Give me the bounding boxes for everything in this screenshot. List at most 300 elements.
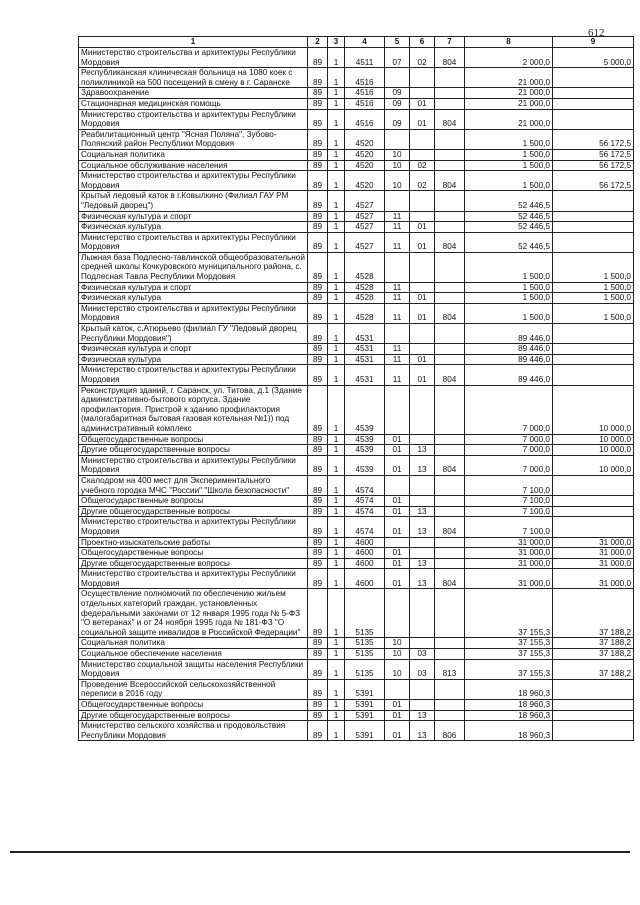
row-col-6 — [410, 434, 435, 445]
row-name: Скалодром на 400 мест для Экспериментального учебного городка МЧС "России" "Школа безопасности" — [79, 475, 308, 495]
row-name: Министерство строительства и архитектуры Республики Мордовия — [79, 232, 308, 252]
header-col-1: 1 — [79, 37, 308, 48]
row-col-2: 89 — [308, 252, 328, 282]
row-name: Лыжная база Подлесно-тавлинской общеобразовательной средней школы Кочкуровского муниципального района, с. Подлесная Тавла Республики Мордовия — [79, 252, 308, 282]
row-col-7 — [435, 88, 465, 99]
row-col-2: 89 — [308, 700, 328, 711]
row-col-3: 1 — [328, 445, 345, 456]
row-col-2: 89 — [308, 548, 328, 559]
row-col-7 — [435, 445, 465, 456]
row-col-3: 1 — [328, 496, 345, 507]
row-col-6 — [410, 344, 435, 355]
row-col-7: 804 — [435, 109, 465, 129]
row-col-2: 89 — [308, 282, 328, 293]
row-col-6: 01 — [410, 232, 435, 252]
row-col-5 — [385, 475, 410, 495]
row-col-5: 01 — [385, 548, 410, 559]
row-col-7 — [435, 475, 465, 495]
row-amount-2016: 18 960,3 — [465, 721, 553, 741]
row-col-2: 89 — [308, 222, 328, 233]
row-col-7 — [435, 506, 465, 517]
row-col-4: 4516 — [345, 98, 385, 109]
row-col-5: 11 — [385, 222, 410, 233]
row-col-5 — [385, 68, 410, 88]
row-col-7: 804 — [435, 455, 465, 475]
row-col-3: 1 — [328, 68, 345, 88]
row-col-2: 89 — [308, 659, 328, 679]
row-amount-2016: 52 446,5 — [465, 191, 553, 211]
row-col-7 — [435, 149, 465, 160]
row-amount-2017: 10 000,0 — [553, 385, 634, 434]
row-amount-2017: 37 188,2 — [553, 638, 634, 649]
row-amount-2017 — [553, 506, 634, 517]
row-col-2: 89 — [308, 98, 328, 109]
row-col-6: 03 — [410, 659, 435, 679]
row-amount-2016: 37 155,3 — [465, 589, 553, 638]
row-amount-2017: 37 188,2 — [553, 649, 634, 660]
row-col-2: 89 — [308, 649, 328, 660]
table-row — [79, 537, 634, 548]
row-amount-2017 — [553, 191, 634, 211]
row-col-2: 89 — [308, 303, 328, 323]
row-col-3: 1 — [328, 548, 345, 559]
table-row — [79, 385, 634, 434]
row-amount-2016: 89 446,0 — [465, 324, 553, 344]
row-col-7 — [435, 385, 465, 434]
row-name: Республиканская клиническая больница на 1080 коек с поликлиникой на 500 посещений в смену в г. Саранске — [79, 68, 308, 88]
row-amount-2016: 52 446,5 — [465, 232, 553, 252]
table-row — [79, 129, 634, 149]
row-col-5: 10 — [385, 659, 410, 679]
table-row — [79, 721, 634, 741]
row-col-6 — [410, 211, 435, 222]
row-col-4: 4527 — [345, 232, 385, 252]
row-col-6: 03 — [410, 649, 435, 660]
row-col-4: 4516 — [345, 68, 385, 88]
table-row — [79, 324, 634, 344]
header-row — [79, 37, 634, 48]
row-col-5: 01 — [385, 506, 410, 517]
row-col-7 — [435, 160, 465, 171]
row-col-7 — [435, 324, 465, 344]
row-col-3: 1 — [328, 88, 345, 99]
row-col-2: 89 — [308, 232, 328, 252]
row-amount-2017 — [553, 365, 634, 385]
row-col-6: 13 — [410, 569, 435, 589]
row-col-7 — [435, 710, 465, 721]
row-col-7 — [435, 638, 465, 649]
row-col-3: 1 — [328, 129, 345, 149]
row-col-2: 89 — [308, 517, 328, 537]
row-amount-2017: 10 000,0 — [553, 445, 634, 456]
row-col-6: 13 — [410, 721, 435, 741]
row-col-3: 1 — [328, 659, 345, 679]
row-col-2: 89 — [308, 569, 328, 589]
row-amount-2017: 10 000,0 — [553, 455, 634, 475]
row-amount-2017: 1 500,0 — [553, 252, 634, 282]
row-amount-2017: 31 000,0 — [553, 558, 634, 569]
row-col-2: 89 — [308, 88, 328, 99]
row-name: Физическая культура — [79, 354, 308, 365]
row-col-7: 804 — [435, 171, 465, 191]
row-col-3: 1 — [328, 589, 345, 638]
row-col-4: 5391 — [345, 700, 385, 711]
row-col-7: 804 — [435, 232, 465, 252]
row-col-5: 01 — [385, 517, 410, 537]
row-amount-2016: 21 000,0 — [465, 98, 553, 109]
row-col-4: 4600 — [345, 558, 385, 569]
row-col-7 — [435, 679, 465, 699]
row-col-4: 5135 — [345, 589, 385, 638]
row-amount-2016: 31 000,0 — [465, 537, 553, 548]
row-col-3: 1 — [328, 506, 345, 517]
row-col-5: 10 — [385, 160, 410, 171]
table-row — [79, 232, 634, 252]
row-col-5 — [385, 679, 410, 699]
row-col-4: 4531 — [345, 354, 385, 365]
row-amount-2016: 7 100,0 — [465, 506, 553, 517]
table-row — [79, 252, 634, 282]
row-col-6 — [410, 700, 435, 711]
row-col-4: 4516 — [345, 109, 385, 129]
row-amount-2017 — [553, 475, 634, 495]
row-col-7 — [435, 68, 465, 88]
header-col-3: 3 — [328, 37, 345, 48]
row-name: Реабилитационный центр "Ясная Поляна", Зубово-Полянский район Республики Мордовия — [79, 129, 308, 149]
row-col-5: 01 — [385, 455, 410, 475]
row-col-3: 1 — [328, 434, 345, 445]
row-amount-2017 — [553, 496, 634, 507]
row-col-3: 1 — [328, 48, 345, 68]
row-col-7: 804 — [435, 303, 465, 323]
row-col-5 — [385, 537, 410, 548]
row-col-7 — [435, 589, 465, 638]
row-name: Министерство сельского хозяйства и продовольствия Республики Мордовия — [79, 721, 308, 741]
table-row — [79, 496, 634, 507]
row-col-4: 4516 — [345, 88, 385, 99]
row-col-7 — [435, 129, 465, 149]
row-col-3: 1 — [328, 344, 345, 355]
table-row — [79, 434, 634, 445]
row-amount-2016: 21 000,0 — [465, 68, 553, 88]
row-amount-2017: 1 500,0 — [553, 293, 634, 304]
row-col-5: 09 — [385, 98, 410, 109]
header-col-9: 9 — [553, 37, 634, 48]
row-col-3: 1 — [328, 710, 345, 721]
row-name: Министерство строительства и архитектуры Республики Мордовия — [79, 109, 308, 129]
row-amount-2016: 7 000,0 — [465, 434, 553, 445]
table-row — [79, 638, 634, 649]
row-col-6 — [410, 129, 435, 149]
row-col-3: 1 — [328, 252, 345, 282]
table-row — [79, 589, 634, 638]
row-amount-2017: 1 500,0 — [553, 282, 634, 293]
row-col-5: 10 — [385, 149, 410, 160]
row-name: Физическая культура и спорт — [79, 282, 308, 293]
row-name: Другие общегосударственные вопросы — [79, 445, 308, 456]
row-col-2: 89 — [308, 365, 328, 385]
header-col-5: 5 — [385, 37, 410, 48]
row-col-4: 5135 — [345, 659, 385, 679]
row-col-2: 89 — [308, 324, 328, 344]
row-col-4: 4531 — [345, 324, 385, 344]
row-amount-2016: 89 446,0 — [465, 365, 553, 385]
row-amount-2017 — [553, 109, 634, 129]
row-col-3: 1 — [328, 649, 345, 660]
row-name: Другие общегосударственные вопросы — [79, 506, 308, 517]
table-row — [79, 282, 634, 293]
row-name: Социальная политика — [79, 638, 308, 649]
row-col-3: 1 — [328, 160, 345, 171]
row-col-6 — [410, 252, 435, 282]
row-col-6: 01 — [410, 303, 435, 323]
row-amount-2017: 10 000,0 — [553, 434, 634, 445]
row-col-4: 5391 — [345, 710, 385, 721]
row-col-6 — [410, 537, 435, 548]
row-amount-2017: 31 000,0 — [553, 548, 634, 559]
row-name: Министерство строительства и архитектуры Республики Мордовия — [79, 365, 308, 385]
row-col-2: 89 — [308, 445, 328, 456]
header-col-8: 8 — [465, 37, 553, 48]
row-col-5: 07 — [385, 48, 410, 68]
row-col-5: 11 — [385, 282, 410, 293]
row-amount-2017 — [553, 324, 634, 344]
row-col-4: 4528 — [345, 252, 385, 282]
row-col-3: 1 — [328, 455, 345, 475]
row-name: Общегосударственные вопросы — [79, 434, 308, 445]
table-row — [79, 548, 634, 559]
row-amount-2016: 7 100,0 — [465, 475, 553, 495]
row-col-2: 89 — [308, 679, 328, 699]
table-row — [79, 48, 634, 68]
row-col-5: 10 — [385, 638, 410, 649]
row-col-6 — [410, 191, 435, 211]
row-col-7 — [435, 700, 465, 711]
row-col-4: 5135 — [345, 638, 385, 649]
row-col-3: 1 — [328, 537, 345, 548]
table-row — [79, 211, 634, 222]
row-name: Министерство строительства и архитектуры Республики Мордовия — [79, 569, 308, 589]
row-col-7 — [435, 496, 465, 507]
row-col-6 — [410, 149, 435, 160]
row-col-6 — [410, 68, 435, 88]
row-col-4: 4539 — [345, 445, 385, 456]
row-col-6: 02 — [410, 171, 435, 191]
table-row — [79, 149, 634, 160]
row-col-4: 4520 — [345, 160, 385, 171]
row-amount-2017 — [553, 232, 634, 252]
row-col-3: 1 — [328, 721, 345, 741]
row-col-6 — [410, 385, 435, 434]
row-col-2: 89 — [308, 558, 328, 569]
table-body — [79, 48, 634, 741]
header-col-4: 4 — [345, 37, 385, 48]
table-row — [79, 659, 634, 679]
row-col-6 — [410, 638, 435, 649]
row-col-4: 4527 — [345, 211, 385, 222]
row-col-6 — [410, 679, 435, 699]
row-col-3: 1 — [328, 700, 345, 711]
row-name: Здравоохранение — [79, 88, 308, 99]
row-col-3: 1 — [328, 638, 345, 649]
row-col-6 — [410, 282, 435, 293]
row-amount-2016: 37 155,3 — [465, 659, 553, 679]
row-amount-2016: 89 446,0 — [465, 354, 553, 365]
row-col-3: 1 — [328, 282, 345, 293]
row-col-5 — [385, 589, 410, 638]
row-col-7 — [435, 558, 465, 569]
row-col-3: 1 — [328, 475, 345, 495]
row-col-3: 1 — [328, 171, 345, 191]
row-amount-2016: 7 100,0 — [465, 496, 553, 507]
row-amount-2017: 56 172,5 — [553, 160, 634, 171]
table-row — [79, 700, 634, 711]
row-amount-2017: 37 188,2 — [553, 659, 634, 679]
row-col-5: 01 — [385, 496, 410, 507]
row-col-5 — [385, 252, 410, 282]
row-col-4: 4528 — [345, 293, 385, 304]
row-col-5: 10 — [385, 171, 410, 191]
row-name: Реконструкция зданий, г. Саранск, ул. Титова, д.1 (Здание административно-бытового корпуса. Здание профилактория. Пристрой к зданию профилактория (малогабаритная бытовая газовая котельная №1)) под административный комплекс — [79, 385, 308, 434]
row-col-4: 4600 — [345, 548, 385, 559]
row-col-2: 89 — [308, 68, 328, 88]
row-col-6 — [410, 324, 435, 344]
row-col-7 — [435, 344, 465, 355]
row-col-3: 1 — [328, 109, 345, 129]
row-col-2: 89 — [308, 109, 328, 129]
table-row — [79, 445, 634, 456]
row-col-4: 5391 — [345, 679, 385, 699]
row-col-6: 13 — [410, 558, 435, 569]
row-amount-2017 — [553, 211, 634, 222]
row-amount-2016: 1 500,0 — [465, 171, 553, 191]
row-col-5: 01 — [385, 710, 410, 721]
row-col-2: 89 — [308, 354, 328, 365]
table-row — [79, 569, 634, 589]
row-col-5: 11 — [385, 344, 410, 355]
table-row — [79, 354, 634, 365]
row-col-4: 4574 — [345, 475, 385, 495]
table-row — [79, 365, 634, 385]
row-col-2: 89 — [308, 496, 328, 507]
row-col-5: 10 — [385, 649, 410, 660]
row-amount-2017 — [553, 354, 634, 365]
row-col-6: 13 — [410, 506, 435, 517]
row-name: Физическая культура и спорт — [79, 211, 308, 222]
table-row — [79, 455, 634, 475]
row-col-3: 1 — [328, 149, 345, 160]
table-row — [79, 506, 634, 517]
row-col-2: 89 — [308, 710, 328, 721]
row-col-5: 01 — [385, 700, 410, 711]
row-amount-2016: 7 000,0 — [465, 445, 553, 456]
row-name: Общегосударственные вопросы — [79, 700, 308, 711]
row-col-5: 09 — [385, 109, 410, 129]
row-amount-2017: 5 000,0 — [553, 48, 634, 68]
row-amount-2017 — [553, 222, 634, 233]
row-name: Социальное обслуживание населения — [79, 160, 308, 171]
row-name: Физическая культура — [79, 222, 308, 233]
row-amount-2017: 31 000,0 — [553, 569, 634, 589]
row-col-5 — [385, 324, 410, 344]
row-name: Министерство строительства и архитектуры Республики Мордовия — [79, 455, 308, 475]
row-col-5: 09 — [385, 88, 410, 99]
row-amount-2016: 18 960,3 — [465, 679, 553, 699]
row-name: Стационарная медицинская помощь — [79, 98, 308, 109]
row-col-7: 804 — [435, 365, 465, 385]
row-name: Социальное обеспечение населения — [79, 649, 308, 660]
row-col-6: 13 — [410, 517, 435, 537]
table-row — [79, 222, 634, 233]
row-col-6 — [410, 548, 435, 559]
row-col-3: 1 — [328, 569, 345, 589]
row-amount-2016: 37 155,3 — [465, 649, 553, 660]
row-col-4: 5135 — [345, 649, 385, 660]
row-col-2: 89 — [308, 589, 328, 638]
row-col-3: 1 — [328, 222, 345, 233]
row-col-4: 4528 — [345, 282, 385, 293]
row-col-2: 89 — [308, 344, 328, 355]
row-col-2: 89 — [308, 160, 328, 171]
row-name: Физическая культура — [79, 293, 308, 304]
row-col-7: 806 — [435, 721, 465, 741]
row-amount-2016: 31 000,0 — [465, 569, 553, 589]
row-name: Министерство строительства и архитектуры Республики Мордовия — [79, 303, 308, 323]
row-col-7 — [435, 548, 465, 559]
row-col-7 — [435, 293, 465, 304]
row-name: Осуществление полномочий по обеспечению жильем отдельных категорий граждан, установленных федеральными законами от 12 января 1995 года № 5-ФЗ "О ветеранах" и от 24 ноября 1995 года № 181-ФЗ "О социальной защите инвалидов в Российской Федерации" — [79, 589, 308, 638]
row-name: Проведение Всероссийской сельскохозяйственной переписи в 2016 году — [79, 679, 308, 699]
row-amount-2017 — [553, 517, 634, 537]
row-col-7 — [435, 98, 465, 109]
row-col-6 — [410, 589, 435, 638]
row-amount-2017 — [553, 700, 634, 711]
header-col-2: 2 — [308, 37, 328, 48]
row-col-7 — [435, 537, 465, 548]
row-amount-2017: 37 188,2 — [553, 589, 634, 638]
row-col-5: 11 — [385, 232, 410, 252]
table-row — [79, 649, 634, 660]
row-amount-2017: 31 000,0 — [553, 537, 634, 548]
row-name: Министерство строительства и архитектуры Республики Мордовия — [79, 48, 308, 68]
row-col-4: 4520 — [345, 149, 385, 160]
row-amount-2016: 18 960,3 — [465, 700, 553, 711]
row-col-4: 4528 — [345, 303, 385, 323]
row-name: Общегосударственные вопросы — [79, 496, 308, 507]
row-name: Проектно-изыскательские работы — [79, 537, 308, 548]
row-col-5: 01 — [385, 434, 410, 445]
table-row — [79, 109, 634, 129]
row-amount-2017 — [553, 68, 634, 88]
row-col-7 — [435, 282, 465, 293]
row-col-5: 11 — [385, 354, 410, 365]
row-amount-2016: 2 000,0 — [465, 48, 553, 68]
row-col-6 — [410, 496, 435, 507]
row-name: Министерство строительства и архитектуры Республики Мордовия — [79, 517, 308, 537]
row-amount-2016: 21 000,0 — [465, 109, 553, 129]
row-name: Общегосударственные вопросы — [79, 548, 308, 559]
row-col-3: 1 — [328, 365, 345, 385]
row-col-2: 89 — [308, 48, 328, 68]
table-row — [79, 517, 634, 537]
row-name: Министерство строительства и архитектуры Республики Мордовия — [79, 171, 308, 191]
row-name: Физическая культура и спорт — [79, 344, 308, 355]
row-col-5 — [385, 385, 410, 434]
row-col-7: 804 — [435, 517, 465, 537]
row-col-7 — [435, 434, 465, 445]
row-name: Крытый каток, с.Атюрьево (филиал ГУ "Ледовый дворец Республики Мордовия") — [79, 324, 308, 344]
table-row — [79, 344, 634, 355]
